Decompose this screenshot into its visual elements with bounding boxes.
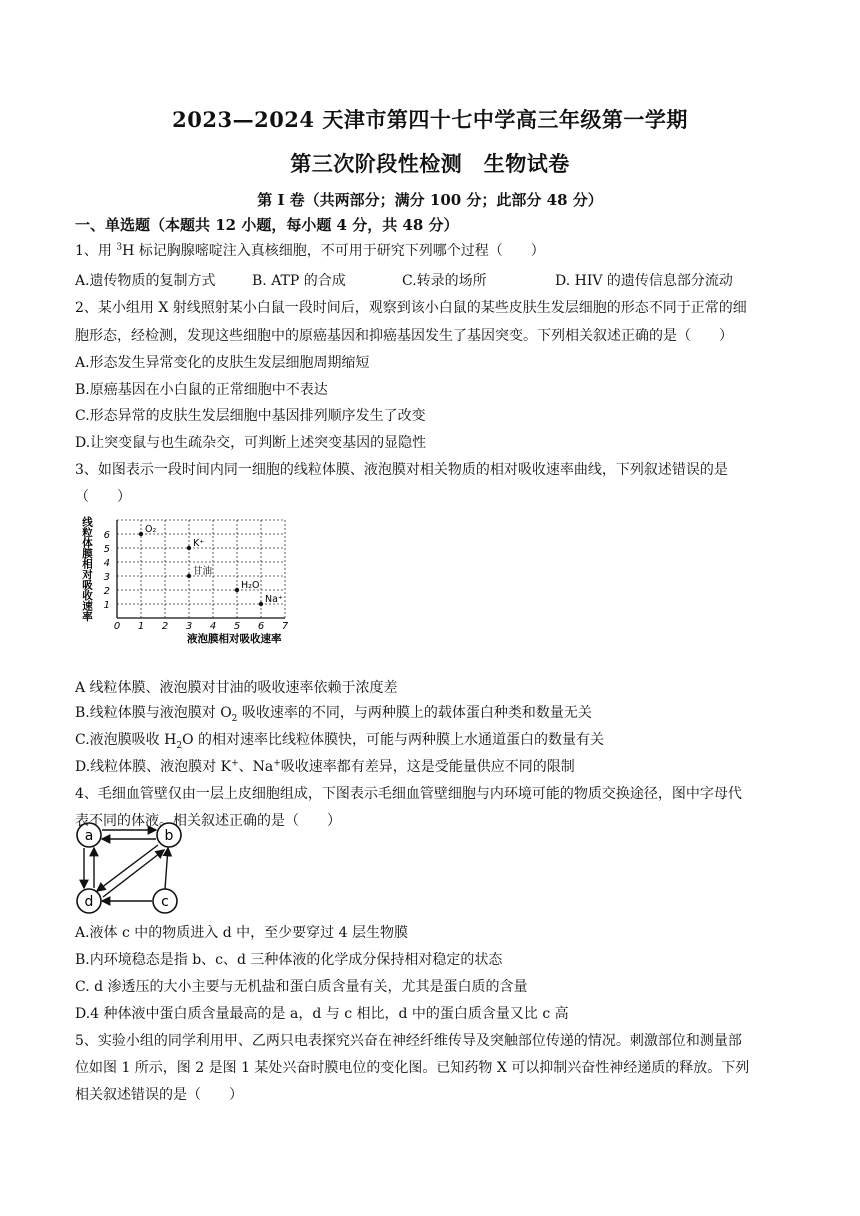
- q3-option-a: A 线粒体膜、液泡膜对甘油的吸收速率依赖于浓度差: [75, 680, 398, 696]
- data-point: [139, 532, 143, 536]
- q4-diagram: [72, 815, 187, 920]
- q3-option-b: [75, 703, 795, 723]
- q1-option-b: B. ATP 的合成: [252, 273, 346, 289]
- y-axis-label: 线粒体膜相对吸收速率: [81, 516, 93, 622]
- arrow-c-to-b: [165, 848, 168, 889]
- node-a-label: a: [84, 828, 94, 844]
- x-tick-label: 3: [185, 621, 193, 632]
- q3-option-b-sub: 2: [231, 713, 238, 724]
- x-tick-label: 2: [161, 621, 169, 632]
- q2-option-a: A.形态发生异常变化的皮肤生发层细胞周期缩短: [75, 355, 370, 371]
- q1-stem-sup: 3: [116, 242, 123, 253]
- data-point-label: 甘油: [193, 566, 213, 577]
- node-b-label: b: [164, 828, 174, 844]
- y-tick-label: 2: [103, 586, 110, 597]
- q5-stem-line3: 相关叙述错误的是（ ）: [75, 1087, 243, 1103]
- q1-stem-part-b: H 标记胸腺嘧啶注入真核细胞，不可用于研究下列哪个过程（ ）: [122, 243, 545, 259]
- x-tick-label: 5: [233, 621, 241, 632]
- q5-stem-line2: 位如图 1 所示，图 2 是图 1 某处兴奋时膜电位的变化图。已知药物 X 可以抑制兴奋性神经递质的释放。下列: [75, 1060, 750, 1076]
- q3-option-c-part-a: C.液泡膜吸收 H: [75, 732, 177, 748]
- node-d-label: d: [84, 894, 94, 910]
- part-info: 第 I 卷（共两部分；满分 100 分；此部分 48 分）: [257, 191, 603, 209]
- q3-option-d-part-b: 、Na: [238, 759, 274, 775]
- q2-option-c: C.形态异常的皮肤生发层细胞中基因排列顺序发生了改变: [75, 408, 426, 424]
- x-tick-label: 6: [257, 621, 265, 632]
- q1-option-d: D. HIV 的遗传信息部分流动: [555, 273, 733, 289]
- q4-stem-line2: 表不同的体液。相关叙述正确的是（ ）: [75, 813, 341, 829]
- q4-diagram-svg: [72, 815, 187, 920]
- y-tick-label: 4: [103, 558, 110, 569]
- exam-title: 2023—2024 天津市第四十七中学高三年级第一学期: [172, 107, 688, 132]
- q4-option-d: D.4 种体液中蛋白质含量最高的是 a，d 与 c 相比，d 中的蛋白质含量又比 c 高: [75, 1006, 569, 1022]
- q3-option-d-sup1: +: [231, 758, 239, 769]
- q3-option-c: [75, 730, 795, 750]
- q2-option-b: B.原癌基因在小白鼠的正常细胞中不表达: [75, 382, 328, 398]
- x-tick-label: 7: [281, 621, 289, 632]
- q1-stem-part-a: 1、用: [75, 243, 117, 259]
- q1-stem: [75, 241, 795, 261]
- q1-option-a: A.遗传物质的复制方式: [75, 273, 216, 289]
- q2-stem-line1: 2、某小组用 X 射线照射某小白鼠一段时间后，观察到该小白鼠的某些皮肤生发层细胞的形态不同于正常的细: [75, 300, 747, 316]
- data-point-label: O₂: [145, 524, 157, 535]
- q3-chart: [75, 510, 300, 650]
- q4-option-c: C. d 渗透压的大小主要与无机盐和蛋白质含量有关，尤其是蛋白质的含量: [75, 979, 528, 995]
- node-c-label: c: [161, 894, 169, 910]
- q2-stem-line2: 胞形态，经检测，发现这些细胞中的原癌基因和抑癌基因发生了基因突变。下列相关叙述正确的是（ ）: [75, 328, 733, 344]
- arrow-b-to-d: [97, 845, 158, 891]
- x-axis-label: 液泡膜相对吸收速率: [187, 633, 282, 645]
- x-tick-label: 1: [137, 621, 145, 632]
- q3-option-d: [75, 757, 795, 777]
- data-point: [235, 588, 239, 592]
- exam-subtitle: 第三次阶段性检测 生物试卷: [290, 151, 570, 176]
- data-point-label: Na⁺: [265, 594, 283, 605]
- q4-stem-line1: 4、毛细血管壁仅由一层上皮细胞组成，下图表示毛细血管壁细胞与内环境可能的物质交换途径，图中字母代: [75, 786, 742, 802]
- arrow-d-to-b: [103, 850, 164, 897]
- q3-option-b-part-b: 吸收速率的不同，与两种膜上的载体蛋白种类和数量无关: [237, 705, 592, 721]
- section-heading: 一、单选题（本题共 12 小题，每小题 4 分，共 48 分）: [75, 216, 459, 234]
- q3-option-d-part-c: 吸收速率都有差异，这是受能量供应不同的限制: [280, 759, 575, 775]
- q4-option-a: A.液体 c 中的物质进入 d 中，至少要穿过 4 层生物膜: [75, 925, 408, 941]
- data-point: [187, 574, 191, 578]
- x-tick-label: 0: [113, 621, 121, 632]
- q2-option-d: D.让突变鼠与也生疏杂交，可判断上述突变基因的显隐性: [75, 435, 427, 451]
- q3-stem-line1: 3、如图表示一段时间内同一细胞的线粒体膜、液泡膜对相关物质的相对吸收速率曲线，下列叙述错误的是: [75, 462, 728, 478]
- q5-stem-line1: 5、实验小组的同学利用甲、乙两只电表探究兴奋在神经纤维传导及突触部位传递的情况。刺激部位和测量部: [75, 1033, 742, 1049]
- q3-option-d-sup2: +: [273, 758, 281, 769]
- q4-option-b: B.内环境稳态是指 b、c、d 三种体液的化学成分保持相对稳定的状态: [75, 952, 503, 968]
- data-point: [259, 602, 263, 606]
- q3-option-b-part-a: B.线粒体膜与液泡膜对 O: [75, 705, 232, 721]
- data-point-label: K⁺: [193, 538, 205, 549]
- y-tick-label: 1: [103, 600, 110, 611]
- q3-stem-line2: （ ）: [75, 489, 131, 505]
- y-tick-label: 3: [103, 572, 110, 583]
- x-tick-label: 4: [209, 621, 217, 632]
- data-point: [187, 546, 191, 550]
- q3-chart-svg: [75, 510, 300, 650]
- q3-option-d-part-a: D.线粒体膜、液泡膜对 K: [75, 759, 232, 775]
- q1-option-c: C.转录的场所: [402, 273, 487, 289]
- y-tick-label: 5: [103, 544, 110, 555]
- q3-option-c-part-b: O 的相对速率比线粒体膜快，可能与两种膜上水通道蛋白的数量有关: [182, 732, 604, 748]
- data-point-label: H₂O: [241, 580, 260, 591]
- q3-option-c-sub: 2: [176, 740, 183, 751]
- y-tick-label: 6: [103, 530, 110, 541]
